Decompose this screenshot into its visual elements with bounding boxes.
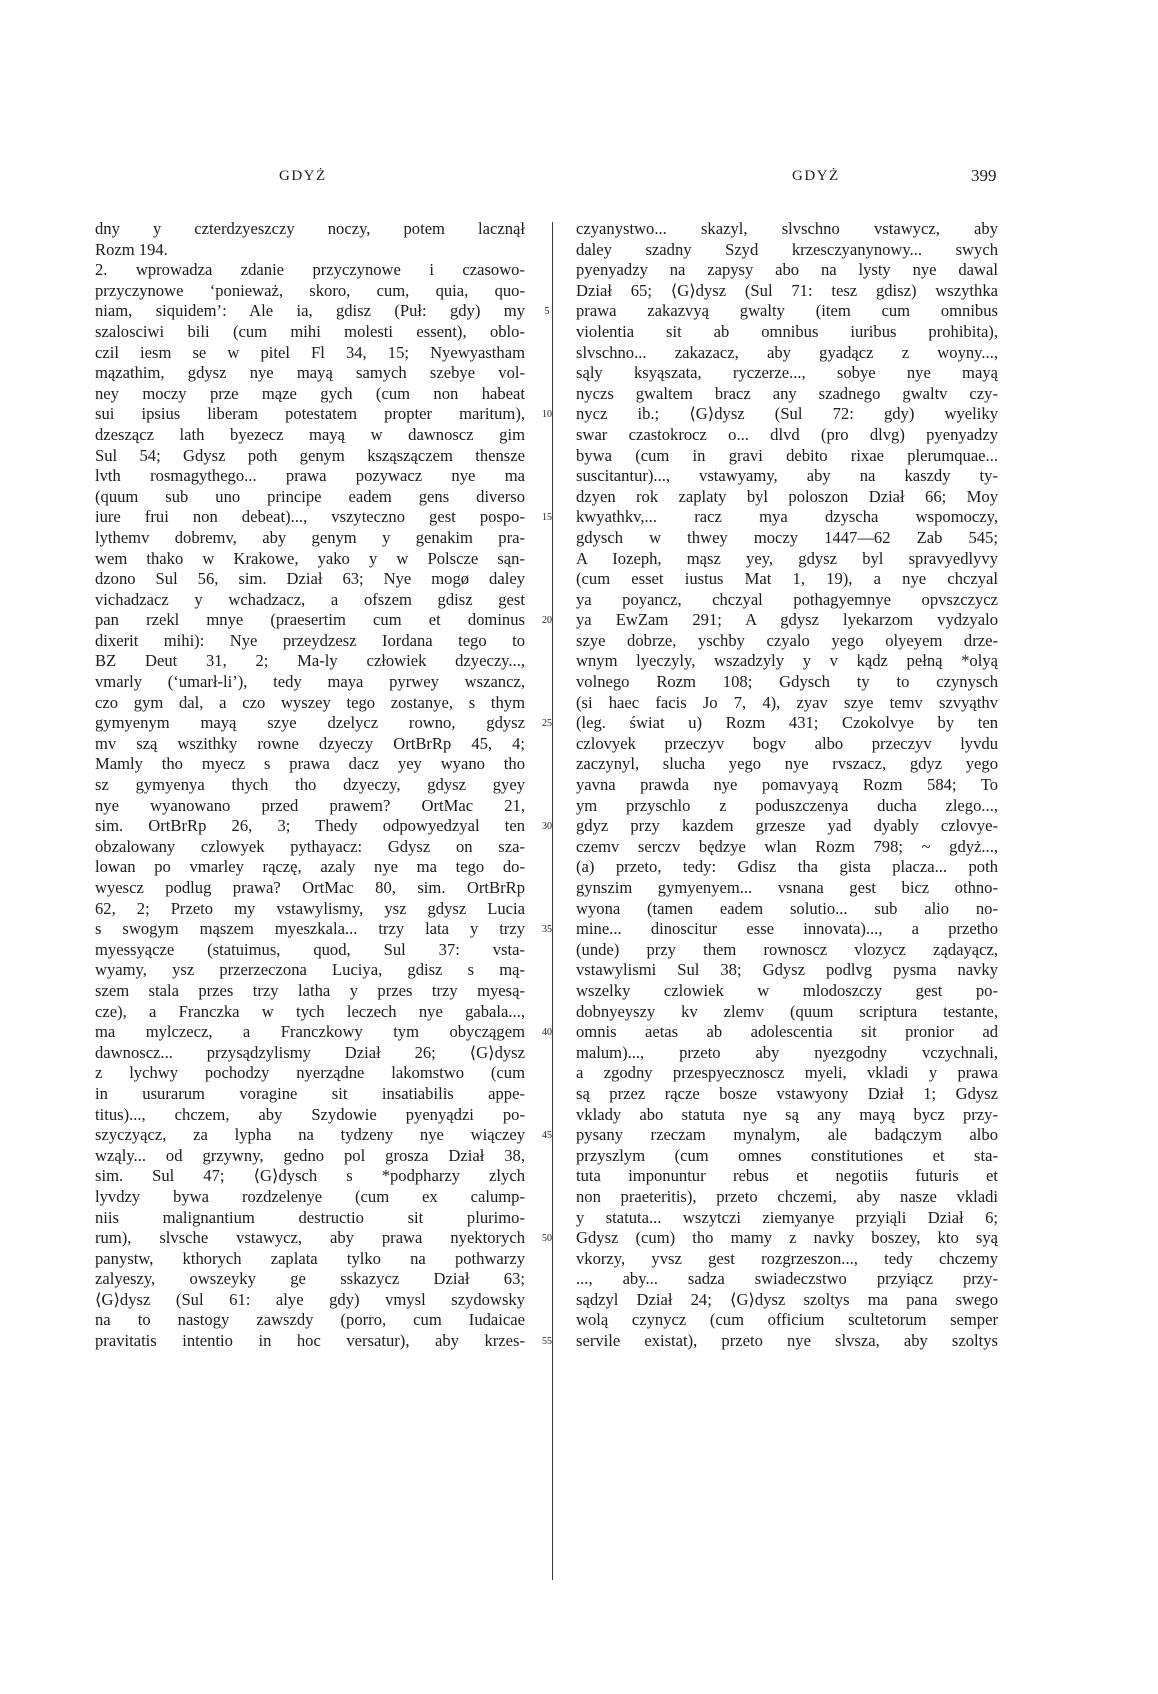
text-line: sądzyl Dział 24; ⟨G⟩dysz szoltys ma pana swego bbox=[576, 1289, 998, 1309]
text-line: dobnyeyszy kv zlemv (quum scriptura testante, bbox=[576, 1001, 998, 1021]
text-line: czo gym dal, a czo wyszey tego zostanye, s thym bbox=[95, 692, 525, 712]
text-line: przyczynowe ‘ponieważ, skoro, cum, quia, quo- bbox=[95, 280, 525, 300]
text-line: wszelky czlowiek w mlodoszczy gest po- bbox=[576, 980, 998, 1000]
text-line: vichadzacz y wchadzacz, a ofszem gdisz gest bbox=[95, 589, 525, 609]
text-line: prawa zakazvyą gwalty (item cum omnibus bbox=[576, 301, 998, 321]
text-line: szyczyącz, za lypha na tydzeny nye wiączey bbox=[95, 1125, 525, 1145]
text-line: niam, siquidem’: Ale ia, gdisz (Puł: gdy) my bbox=[95, 301, 525, 321]
text-line: ney moczy prze mąze gych (cum non habeat bbox=[95, 383, 525, 403]
text-line: mązathim, gdysz nye mayą samych szebye vol- bbox=[95, 363, 525, 383]
text-line: wem thako w Krakowe, yako y w Polscze sąn- bbox=[95, 548, 525, 568]
text-line: ⟨G⟩dysz (Sul 61: alye gdy) vmysl szydowsky bbox=[95, 1289, 525, 1309]
line-number: 25 bbox=[542, 718, 552, 730]
text-line: niis malignantium destructio sit plurimo- bbox=[95, 1207, 525, 1227]
text-line: Dział 65; ⟨G⟩dysz (Sul 71: tesz gdisz) wszythka bbox=[576, 280, 998, 300]
line-number: 10 bbox=[542, 409, 552, 421]
text-line: sąly ksyąszata, ryczerze..., sobye nye mayą bbox=[576, 363, 998, 383]
text-line: sui ipsius liberam potestatem propter maritum), bbox=[95, 404, 525, 424]
text-line: gynszim gymyenyem... vsnana gest bicz othno- bbox=[576, 878, 998, 897]
text-line: vmarly (‘umarł-li’), tedy maya pyrwey wszancz, bbox=[95, 672, 525, 692]
line-number: 40 bbox=[542, 1027, 552, 1039]
text-line: gymyenym mayą szye dzelycz rowno, gdysz bbox=[95, 713, 525, 733]
line-number: 5 bbox=[544, 306, 550, 318]
text-line: swar czastokrocz o... dlvd (pro dlvg) pyenyadzy bbox=[576, 424, 998, 444]
text-line: przyszlym (cum omnes constitutiones et sta- bbox=[576, 1145, 998, 1165]
text-line: z lychwy pochodzy nyerządne lakomstwo (cum bbox=[95, 1063, 525, 1083]
text-line: nyczs gwaltem bracz any szadnego gwaltv czy- bbox=[576, 383, 998, 403]
text-line: non praeteritis), przeto chczemi, aby nasze vkladi bbox=[576, 1186, 998, 1206]
text-line: sz gymyenya thych tho dzyeczy, gdysz gyey bbox=[95, 775, 525, 795]
text-line: Sul 54; Gdysz poth genym ksząszączem thensze bbox=[95, 445, 525, 465]
text-line: 62, 2; Przeto my vstawylismy, ysz gdysz Lucia bbox=[95, 898, 525, 918]
text-line: omnis aetas ab adolescentia sit pronior ad bbox=[576, 1022, 998, 1042]
text-line: wyamy, ysz przerzeczona Luciya, gdisz s mą- bbox=[95, 960, 525, 980]
text-line: pan rzekl mnye (praesertim cum et dominus bbox=[95, 610, 525, 630]
text-line: gdysch w thwey moczy 1447—62 Zab 545; bbox=[576, 527, 998, 547]
text-line: (cum esset iustus Mat 1, 19), a nye chczyal bbox=[576, 569, 998, 589]
text-line: vkorzy, yvsz gest rozgrzeszon..., tedy chczemy bbox=[576, 1248, 998, 1268]
text-line: ..., aby... sadza swiadeczstwo przyiącz przy- bbox=[576, 1269, 998, 1289]
text-line: y statuta... wszytczi ziemyanye przyiąli Dział 6; bbox=[576, 1207, 998, 1227]
text-line: violentia sit ab omnibus iuribus prohibita), bbox=[576, 321, 998, 341]
text-line: suscitantur)..., vstawyamy, aby na kaszdy ty- bbox=[576, 466, 998, 486]
text-line: volnego Rozm 108; Gdysch ty to czynysch bbox=[576, 672, 998, 692]
text-line: lythemv dobremv, aby genym y genakim pra- bbox=[95, 527, 525, 547]
text-line: szem stala przes trzy latha y przes trzy myesą- bbox=[95, 980, 525, 1000]
text-line: sim. Sul 47; ⟨G⟩dysch s *podpharzy zlych bbox=[95, 1166, 525, 1186]
line-number: 15 bbox=[542, 512, 552, 524]
line-number: 55 bbox=[542, 1336, 552, 1348]
text-line: cze), a Franczka w tych leczech nye gabala..., bbox=[95, 1001, 525, 1021]
text-line: myessyącze (statuimus, quod, Sul 37: vsta- bbox=[95, 939, 525, 959]
text-line: dzeszącz lath byezecz mayą w dawnoscz gim bbox=[95, 424, 525, 444]
text-line: Rozm 194. bbox=[95, 239, 168, 259]
text-line: malum)..., przeto aby nyezgodny vczychnali, bbox=[576, 1042, 998, 1062]
text-line: na to nastogy zawszdy (porro, cum Iudaicae bbox=[95, 1310, 525, 1330]
text-line: zalyeszy, owszeyky ge sskazycz Dział 63; bbox=[95, 1269, 525, 1289]
text-line: (si haec facis Jo 7, 4), zyav szye temv szvyąthv bbox=[576, 692, 998, 712]
text-line: ya poyancz, chczyal pothagyemnye opvszczycz bbox=[576, 589, 998, 609]
running-head-right: GDYŻ bbox=[792, 168, 840, 184]
text-line: dny y czterdzyeszczy noczy, potem lacznął bbox=[95, 219, 525, 238]
text-line: 2. wprowadza zdanie przyczynowe i czasowo- bbox=[95, 260, 525, 280]
text-line: gdyz przy kazdem grzesze yad dyably czlovye- bbox=[576, 816, 998, 836]
text-line: vklady abo statuta nye są any mayą bycz przy- bbox=[576, 1104, 998, 1124]
page-number: 399 bbox=[971, 166, 997, 185]
text-line: wolą czynycz (cum officium scultetorum semper bbox=[576, 1310, 998, 1330]
text-line: iure frui non debeat)..., vszyteczno gest pospo- bbox=[95, 507, 525, 527]
right-column bbox=[576, 219, 998, 1352]
text-line: Mamly tho myecz s prawa dacz yey wyano tho bbox=[95, 754, 525, 774]
text-line: są przez rącze bosze vstawyony Dział 1; Gdysz bbox=[576, 1083, 998, 1103]
text-line: (unde) przy them rownoscz vlozycz ządayącz, bbox=[576, 939, 998, 959]
text-line: servile existat), przeto nye slvsza, aby szoltys bbox=[576, 1331, 998, 1351]
text-line: panystw, kthorych zaplata tylko na pothwarzy bbox=[95, 1248, 525, 1268]
text-line: obzalowany czlowyek pythayacz: Gdysz on sza- bbox=[95, 836, 525, 856]
text-line: s swogym mąszem myeszkala... trzy lata y trzy bbox=[95, 919, 525, 939]
column-divider bbox=[552, 222, 553, 1580]
text-line: pysany rzeczam mynalym, ale badączym albo bbox=[576, 1125, 998, 1145]
text-line: wyescz podlug prawa? OrtMac 80, sim. OrtBrRp bbox=[95, 878, 525, 897]
text-line: dixerit mihi): Nye przeydzesz Iordana tego to bbox=[95, 630, 525, 650]
text-line: kwyathkv,... racz mya dzyscha wspomoczy, bbox=[576, 507, 998, 527]
left-column bbox=[95, 219, 525, 1352]
text-line: dzyen rok zaplaty byl poloszon Dział 66; Moy bbox=[576, 486, 998, 506]
text-line: mine... dinoscitur esse innovata)..., a przetho bbox=[576, 919, 998, 939]
text-line: czlovyek przeczyv bogv albo przeczyv lyvdu bbox=[576, 733, 998, 753]
text-line: yavna prawda nye pomavyayą Rozm 584; To bbox=[576, 775, 998, 795]
text-line: in usurarum voragine sit insatiabilis appe- bbox=[95, 1083, 525, 1103]
text-line: lyvdzy bywa rozdzelenye (cum ex calump- bbox=[95, 1186, 525, 1206]
line-number: 50 bbox=[542, 1233, 552, 1245]
text-line: szalosciwi bili (cum mihi molesti essent), oblo- bbox=[95, 321, 525, 341]
line-number: 20 bbox=[542, 615, 552, 627]
text-line: lowan po vmarley rączę, azaly nye ma tego do- bbox=[95, 857, 525, 877]
line-number: 45 bbox=[542, 1130, 552, 1142]
text-line: ya EwZam 291; A gdysz lyekarzom vydzyalo bbox=[576, 610, 998, 630]
text-line: Gdysz (cum) tho mamy z navky boszey, kto syą bbox=[576, 1228, 998, 1248]
text-line: wząly... od grzywny, gedno pol grosza Dział 38, bbox=[95, 1145, 525, 1165]
text-line: (leg. świat u) Rozm 431; Czokolvye by ten bbox=[576, 713, 998, 733]
running-head-left: GDYŻ bbox=[279, 168, 327, 184]
text-line: a zgodny przespyecznoscz myeli, vkladi y prawa bbox=[576, 1063, 998, 1083]
text-line: titus)..., chczem, aby Szydowie pyenyądzi po- bbox=[95, 1104, 525, 1124]
text-line: (a) przeto, tedy: Gdisz tha gista placza... poth bbox=[576, 857, 998, 877]
text-line: sim. OrtBrRp 26, 3; Thedy odpowyedzyal ten bbox=[95, 816, 525, 836]
text-line: ma mylczecz, a Franczkowy tym obyczągem bbox=[95, 1022, 525, 1042]
text-line: nye wyanowano przed prawem? OrtMac 21, bbox=[95, 795, 525, 815]
text-line: bywa (cum in gravi debito rixae plerumquae... bbox=[576, 445, 998, 465]
text-line: vstawylismi Sul 38; Gdysz podlvg pysma navky bbox=[576, 960, 998, 980]
text-line: mv szą wszithky rowne dzyeczy OrtBrRp 45, 4; bbox=[95, 733, 525, 753]
text-line: lvth rosmagythego... prawa pozywacz nye ma bbox=[95, 466, 525, 486]
text-line: rum), slvsche vstawycz, aby prawa nyektorych bbox=[95, 1228, 525, 1248]
text-line: BZ Deut 31, 2; Ma-ly człowiek dzyeczy..., bbox=[95, 651, 525, 671]
text-line: pyenyadzy na zapysy abo na lysty nye dawal bbox=[576, 260, 998, 280]
text-line: tuta imponuntur rebus et negotiis futuris et bbox=[576, 1166, 998, 1186]
text-line: slvschno... zakazacz, aby gyadącz z woyny..., bbox=[576, 342, 998, 362]
text-line: nycz ib.; ⟨G⟩dysz (Sul 72: gdy) wyeliky bbox=[576, 404, 998, 424]
text-line: czil iesm se w pitel Fl 34, 15; Nyewyastham bbox=[95, 342, 525, 362]
text-line: wyona (tamen eadem solutio... sub alio no- bbox=[576, 898, 998, 918]
text-line: czyanystwo... skazyl, slvschno vstawycz, aby bbox=[576, 219, 998, 238]
text-line: dzono Sul 56, sim. Dział 63; Nye mogø daley bbox=[95, 569, 525, 589]
text-line: zaczynyl, slucha yego nye rvszacz, gdyz yego bbox=[576, 754, 998, 774]
text-line: czemv serczv będzye wlan Rozm 798; ~ gdyż..., bbox=[576, 836, 998, 856]
text-line: A Iozeph, mąsz yey, gdysz byl spravyedlyvy bbox=[576, 548, 998, 568]
text-line: (quum sub uno principe eadem gens diverso bbox=[95, 486, 525, 506]
line-number: 30 bbox=[542, 821, 552, 833]
text-line: szye dobrze, yschby czyalo yego olyeyem drze- bbox=[576, 630, 998, 650]
text-line: ym przyschlo z poduszczenya ducha zlego..., bbox=[576, 795, 998, 815]
line-number: 35 bbox=[542, 924, 552, 936]
text-line: pravitatis intentio in hoc versatur), aby krzes- bbox=[95, 1331, 525, 1351]
text-line: daley szadny Szyd krzesczyanynowy... swych bbox=[576, 239, 998, 259]
text-line: wnym lyeczyly, wszadzyly y v kądz pełną *olyą bbox=[576, 651, 998, 671]
text-line: dawnoscz... przysądzylismy Dział 26; ⟨G⟩dysz bbox=[95, 1042, 525, 1062]
